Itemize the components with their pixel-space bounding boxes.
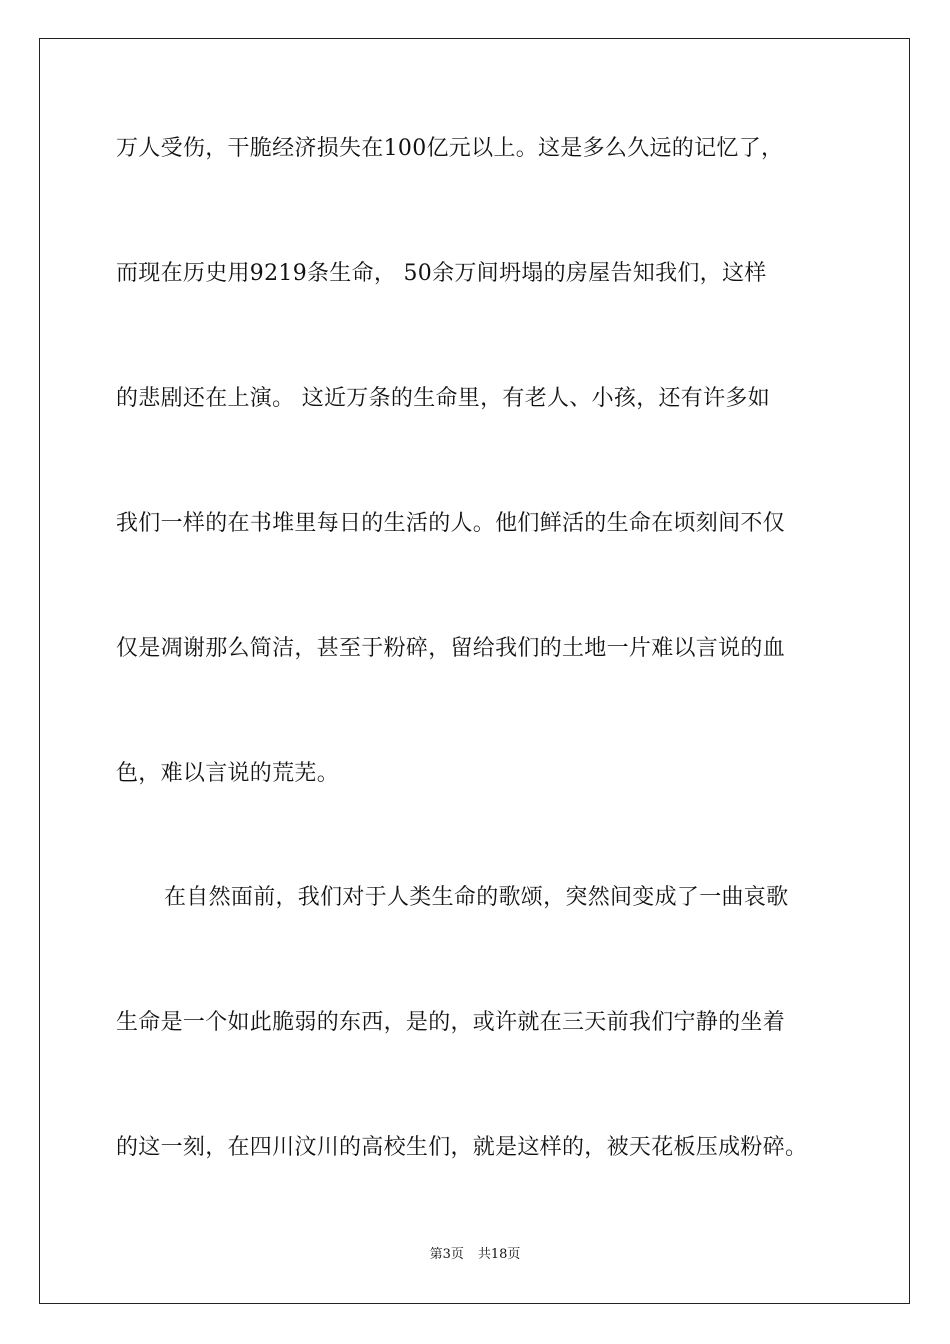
- body-text-line-7: 在自然面前，我们对于人类生命的歌颂，突然间变成了一曲哀歌: [164, 885, 789, 910]
- body-text-line-2: 而现在历史用9219条生命， 50余万间坍塌的房屋告知我们，这样: [116, 261, 767, 286]
- page-total: 共18页: [477, 1247, 521, 1262]
- body-text-line-8: 生命是一个如此脆弱的东西，是的，或许就在三天前我们宁静的坐着: [116, 1010, 786, 1035]
- body-text-line-4: 我们一样的在书堆里每日的生活的人。他们鲜活的生命在顷刻间不仅: [116, 511, 786, 536]
- body-text-line-1: 万人受伤，干脆经济损失在100亿元以上。这是多么久远的记忆了，: [116, 136, 784, 161]
- body-text-line-5: 仅是凋谢那么简洁，甚至于粉碎，留给我们的土地一片难以言说的血: [116, 636, 786, 661]
- page-footer: [0, 1246, 950, 1264]
- body-text-line-6: 色，难以言说的荒芜。: [116, 761, 340, 786]
- page-border: [39, 38, 910, 1304]
- page-number: 第3页: [429, 1247, 464, 1262]
- body-text-line-9: 的这一刻，在四川汶川的高校生们，就是这样的，被天花板压成粉碎。: [116, 1135, 808, 1160]
- body-text-line-3: 的悲剧还在上演。 这近万条的生命里，有老人、小孩，还有许多如: [116, 386, 770, 411]
